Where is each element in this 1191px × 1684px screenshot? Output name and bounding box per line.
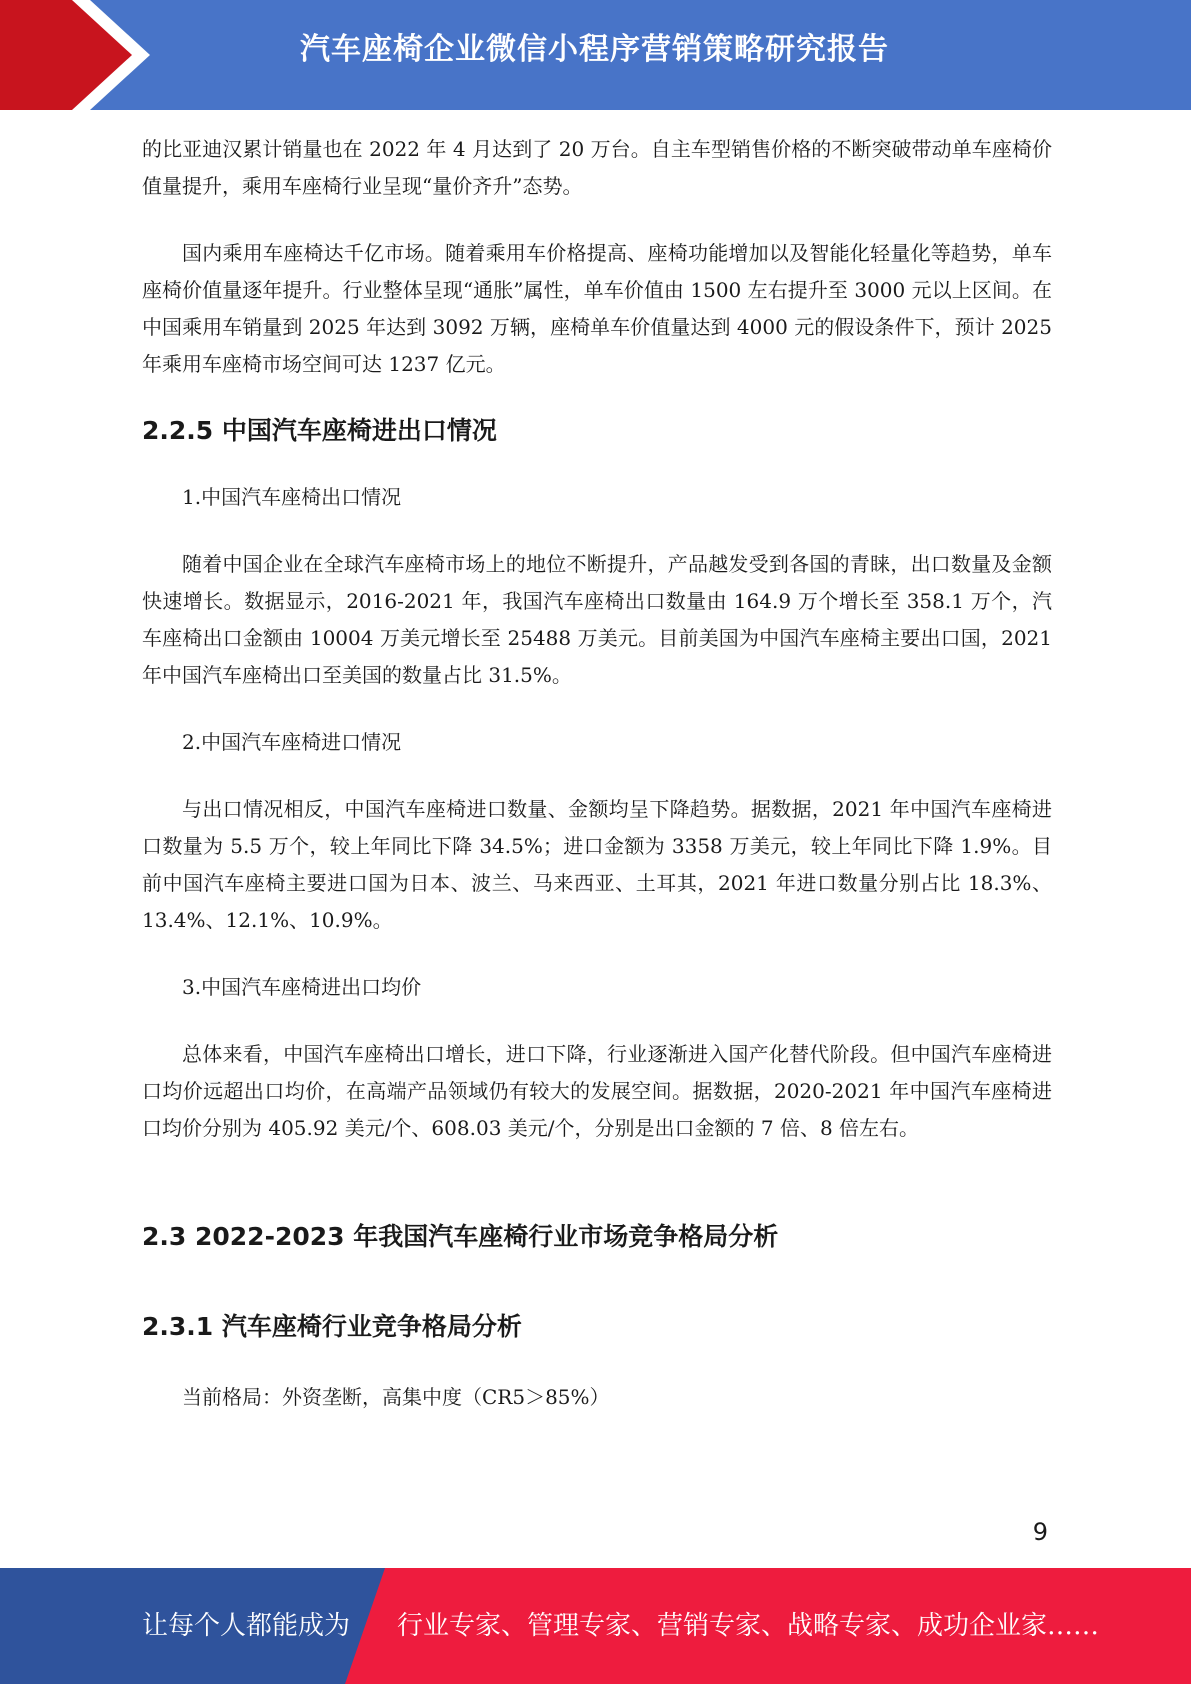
paragraph-import: 与出口情况相反，中国汽车座椅进口数量、金额均呈下降趋势。据数据，2021 年中国汽车座椅进口数量为 5.5 万个，较上年同比下降 34.5%；进口金额为 3358 万美元，较上年同比下降 1.9%。目前中国汽车座椅主要进口国为日本、波兰、马来西亚、土耳其，2021 年进口数量分别占比 18.3%、13.4%、12.1%、10.9%。 bbox=[142, 797, 1052, 932]
page-header bbox=[0, 0, 1191, 110]
paragraph-seat-market: 国内乘用车座椅达千亿市场。随着乘用车价格提高、座椅功能增加以及智能化轻量化等趋势，单车座椅价值量逐年提升。行业整体呈现“通胀”属性，单车价值由 1500 左右提升至 3000 元以上区间。在中国乘用车销量到 2025 年达到 3092 万辆，座椅单车价值量达到 4000 元的假设条件下，预计 2025 年乘用车座椅市场空间可达 1237 亿元。 bbox=[142, 241, 1052, 376]
page-footer bbox=[0, 1568, 1191, 1684]
heading-2-3: 2.3 2022-2023 年我国汽车座椅行业市场竞争格局分析 bbox=[142, 1222, 779, 1251]
header-chevron-arrow bbox=[0, 0, 160, 110]
page-number: 9 bbox=[1032, 1518, 1048, 1546]
list-item-export: 1.中国汽车座椅出口情况 bbox=[182, 485, 402, 509]
paragraph-byd-sales: 的比亚迪汉累计销量也在 2022 年 4 月达到了 20 万台。自主车型销售价格的不断突破带动单车座椅价值量提升，乘用车座椅行业呈现“量价齐升”态势。 bbox=[142, 137, 1052, 198]
list-item-current-pattern: 当前格局：外资垄断，高集中度（CR5＞85%） bbox=[182, 1385, 610, 1409]
list-item-avg-price: 3.中国汽车座椅进出口均价 bbox=[182, 975, 422, 999]
heading-2-2-5: 2.2.5 中国汽车座椅进出口情况 bbox=[142, 416, 497, 445]
footer-slogan-left: 让每个人都能成为 bbox=[142, 1611, 351, 1641]
heading-2-3-1: 2.3.1 汽车座椅行业竞争格局分析 bbox=[142, 1312, 522, 1341]
report-title: 汽车座椅企业微信小程序营销策略研究报告 bbox=[300, 32, 889, 67]
paragraph-avg-price: 总体来看，中国汽车座椅出口增长，进口下降，行业逐渐进入国产化替代阶段。但中国汽车座椅进口均价远超出口均价，在高端产品领域仍有较大的发展空间。据数据，2020-2021 年中国汽车座椅进口均价分别为 405.92 美元/个、608.03 美元/个，分别是出口金额的 7 倍、8 倍左右。 bbox=[142, 1042, 1052, 1140]
paragraph-export: 随着中国企业在全球汽车座椅市场上的地位不断提升，产品越发受到各国的青睐，出口数量及金额快速增长。数据显示，2016-2021 年，我国汽车座椅出口数量由 164.9 万个增长至 358.1 万个，汽车座椅出口金额由 10004 万美元增长至 25488 万美元。目前美国为中国汽车座椅主要出口国，2021 年中国汽车座椅出口至美国的数量占比 31.5%。 bbox=[142, 552, 1052, 687]
footer-slogan-right: 行业专家、管理专家、营销专家、战略专家、成功企业家…… bbox=[397, 1611, 1100, 1641]
list-item-import: 2.中国汽车座椅进口情况 bbox=[182, 730, 402, 754]
page-content bbox=[142, 131, 1052, 1416]
